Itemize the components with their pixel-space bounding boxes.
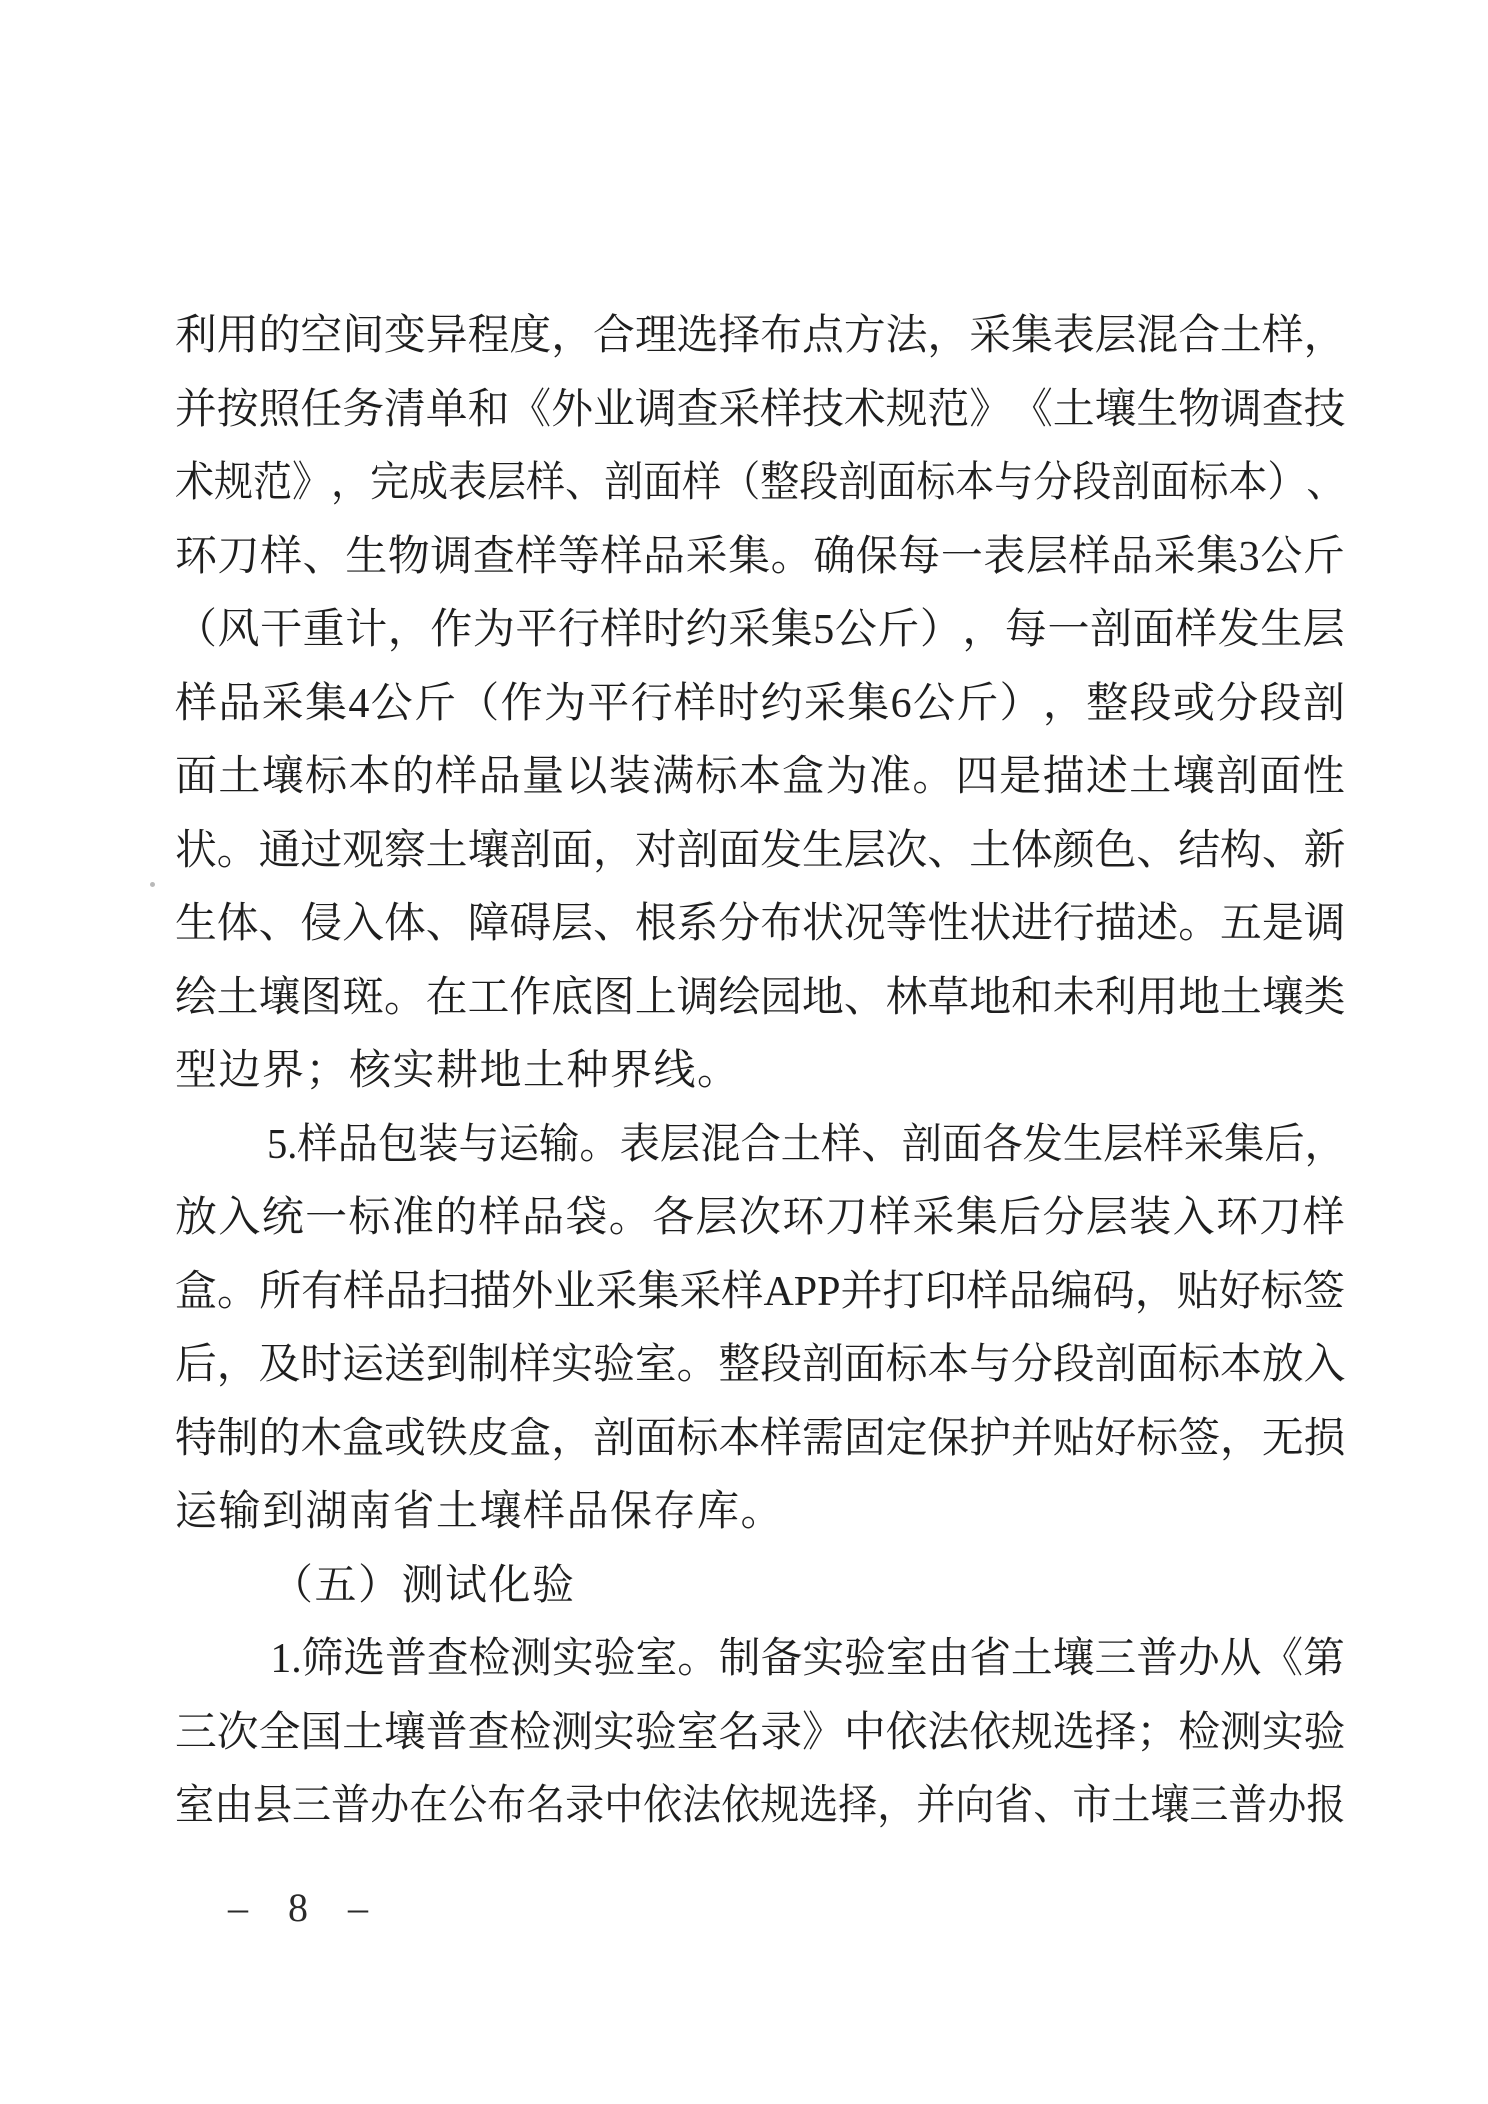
text-line: 环 刀 样 、 生 物 调 查 样 等 样 品 采 集 。 确 保 每 一 表 层 样 品 采 集 3 公 斤: [175, 533, 1345, 580]
scan-speck: [150, 882, 155, 887]
text-line: 特 制 的 木 盒 或 铁 皮 盒 ， 剖 面 标 本 样 需 固 定 保 护 并 贴 好 标 签 ， 无 损: [175, 1415, 1346, 1462]
document-body: [175, 300, 1345, 1844]
text-line: 术 规 范 》 ， 完 成 表 层 样 、 剖 面 样 （ 整 段 剖 面 标 本 与 分 段 剖 面 标 本 ） 、: [175, 460, 1346, 506]
text-line: 室 由 县 三 普 办 在 公 布 名 录 中 依 法 依 规 选 择 ， 并 向 省 、 市 土 壤 三 普 办 报: [175, 1783, 1346, 1829]
text-line: 利 用 的 空 间 变 异 程 度 ， 合 理 选 择 布 点 方 法 ， 采 集 表 层 混 合 土 样 ，: [175, 313, 1346, 359]
text-line: 并 按 照 任 务 清 单 和 《 外 业 调 查 采 样 技 术 规 范 》 《 土 壤 生 物 调 查 技: [175, 386, 1346, 433]
text-line: 后 ， 及 时 运 送 到 制 样 实 验 室 。 整 段 剖 面 标 本 与 分 段 剖 面 标 本 放 入: [175, 1342, 1346, 1388]
text-line: 三 次 全 国 土 壤 普 查 检 测 实 验 室 名 录 》 中 依 法 依 规 选 择 ； 检 测 实 验: [175, 1709, 1346, 1756]
text-line: 运输到湖南省土壤样品保存库。: [175, 1489, 785, 1535]
text-line: 放 入 统 一 标 准 的 样 品 袋 。 各 层 次 环 刀 样 采 集 后 分 层 装 入 环 刀 样: [175, 1195, 1345, 1241]
text-line: 5. 样 品 包 装 与 运 输 。 表 层 混 合 土 样 、 剖 面 各 发 生 层 样 采 集 后 ，: [267, 1121, 1345, 1168]
text-line: 盒 。 所 有 样 品 扫 描 外 业 采 集 采 样 APP 并 打 印 样 品 编 码 ， 贴 好 标 签: [175, 1268, 1345, 1315]
text-line: 样 品 采 集 4 公 斤 （ 作 为 平 行 样 时 约 采 集 6 公 斤 ） ， 整 段 或 分 段 剖: [175, 680, 1345, 727]
text-line: （ 风 干 重 计 ， 作 为 平 行 样 时 约 采 集 5 公 斤 ） ， 每 一 剖 面 样 发 生 层: [175, 607, 1345, 653]
text-line: 面 土 壤 标 本 的 样 品 量 以 装 满 标 本 盒 为 准 。 四 是 描 述 土 壤 剖 面 性: [175, 754, 1345, 800]
page-number: – 8 –: [228, 1885, 383, 1930]
text-line: 状 。 通 过 观 察 土 壤 剖 面 ， 对 剖 面 发 生 层 次 、 土 体 颜 色 、 结 构 、 新: [175, 827, 1346, 874]
text-line: 生 体 、 侵 入 体 、 障 碍 层 、 根 系 分 布 状 况 等 性 状 进 行 描 述 。 五 是 调: [175, 901, 1346, 947]
text-line: 绘 土 壤 图 斑 。 在 工 作 底 图 上 调 绘 园 地 、 林 草 地 和 未 利 用 地 土 壤 类: [175, 974, 1346, 1021]
text-line: 1. 筛 选 普 查 检 测 实 验 室 。 制 备 实 验 室 由 省 土 壤 三 普 办 从 《 第: [270, 1636, 1345, 1682]
text-line: （五）测试化验: [271, 1562, 576, 1609]
text-line: 型边界；核实耕地土种界线。: [175, 1048, 741, 1094]
